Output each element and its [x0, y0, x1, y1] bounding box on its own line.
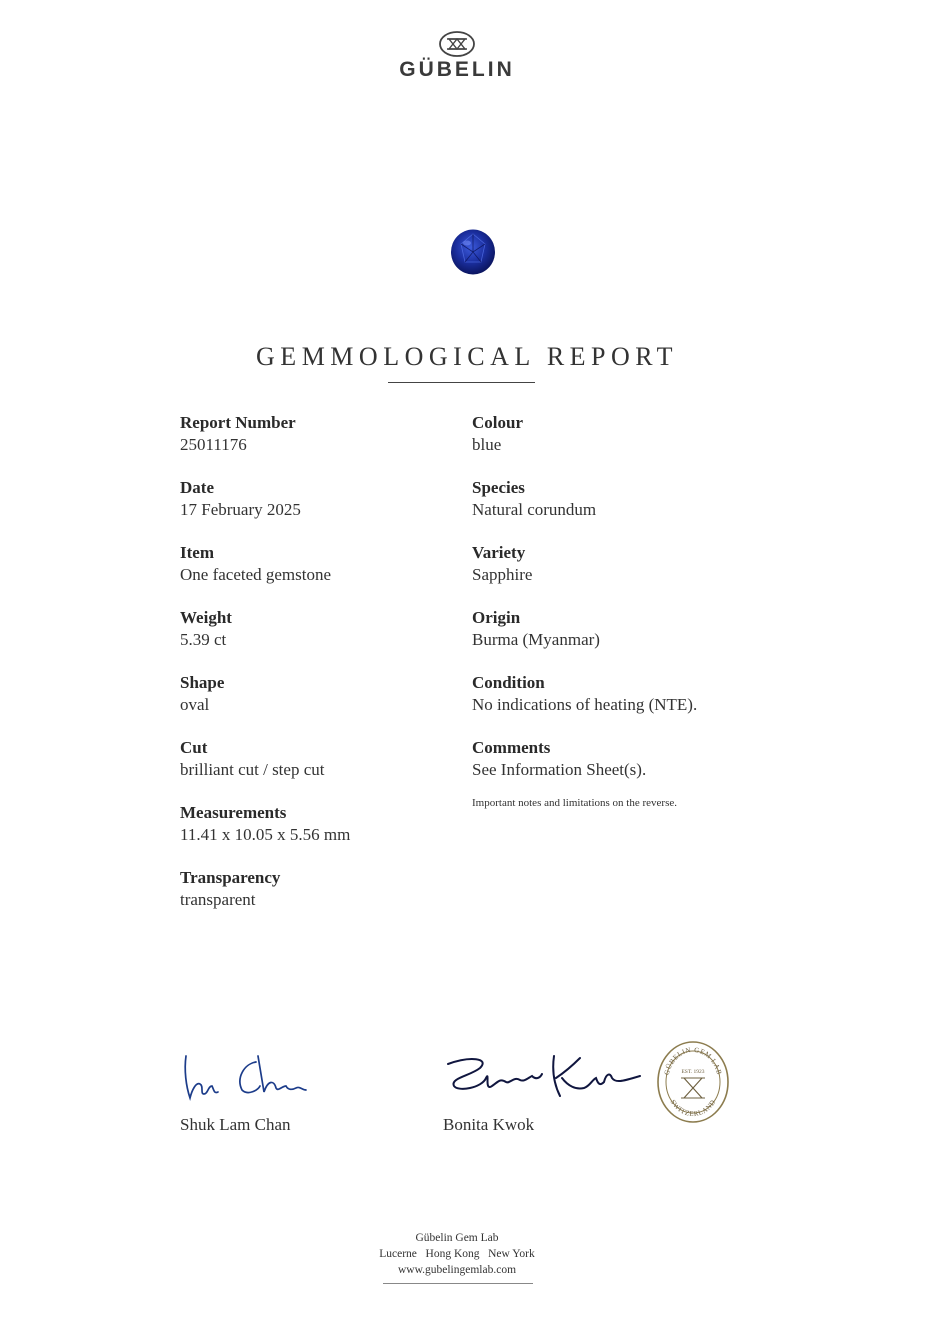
field-measurements [180, 802, 350, 846]
field-value: 11.41 x 10.05 x 5.56 mm [180, 825, 351, 844]
field-value: oval [180, 695, 210, 714]
field-value: One faceted gemstone [180, 565, 332, 584]
field-value: blue [472, 435, 502, 454]
field-variety [472, 542, 532, 586]
footer-locations: Lucerne Hong Kong New York [379, 1248, 535, 1260]
field-label: Origin [472, 608, 521, 627]
field-label: Report Number [180, 413, 296, 432]
seal-bottom-text: SWITZERLAND [668, 1098, 718, 1119]
field-value: 5.39 ct [180, 630, 227, 649]
gem-lab-seal-icon [656, 1040, 730, 1124]
field-label: Cut [180, 738, 208, 757]
field-species [472, 477, 596, 521]
field-label: Date [180, 478, 214, 497]
field-shape [180, 672, 224, 716]
field-label: Condition [472, 673, 545, 692]
field-value: Natural corundum [472, 500, 597, 519]
reverse-notes-text: Important notes and limitations on the reverse. [472, 797, 677, 809]
signatory-name: Shuk Lam Chan [180, 1115, 291, 1134]
field-date [180, 477, 301, 521]
brand-logo-text: GÜBELIN [399, 58, 515, 81]
field-label: Comments [472, 738, 551, 757]
signature-kwok-image [440, 1048, 650, 1104]
field-value: 25011176 [180, 435, 247, 454]
field-colour [472, 412, 523, 456]
field-item [180, 542, 331, 586]
field-label: Measurements [180, 803, 287, 822]
field-value: brilliant cut / step cut [180, 760, 325, 779]
signatory-name: Bonita Kwok [443, 1115, 535, 1134]
report-title: GEMMOLOGICAL REPORT [256, 342, 678, 371]
field-label: Weight [180, 608, 232, 627]
signature-chan-image [178, 1050, 313, 1105]
field-label: Shape [180, 673, 225, 692]
title-divider [388, 382, 535, 383]
seal-est-text: EST. 1923 [681, 1069, 705, 1075]
seal-top-text: GÜBELIN GEM LAB [662, 1045, 724, 1076]
field-origin [472, 607, 600, 651]
field-value: transparent [180, 890, 256, 909]
field-comments [472, 737, 646, 781]
field-label: Item [180, 543, 214, 562]
field-value: Sapphire [472, 565, 533, 584]
field-weight [180, 607, 232, 651]
field-label: Colour [472, 413, 523, 432]
field-value: No indications of heating (NTE). [472, 695, 698, 714]
footer-divider [383, 1283, 533, 1284]
field-transparency [180, 867, 280, 911]
field-cut [180, 737, 324, 781]
field-value: See Information Sheet(s). [472, 760, 647, 779]
field-report-number [180, 412, 296, 456]
field-condition [472, 672, 697, 716]
field-label: Species [472, 478, 525, 497]
field-value: Burma (Myanmar) [472, 630, 600, 649]
field-label: Transparency [180, 868, 281, 887]
svg-text:SWITZERLAND [669, 1098, 718, 1118]
footer-company: Gübelin Gem Lab [415, 1232, 499, 1244]
field-value: 17 February 2025 [180, 500, 301, 519]
footer-website: www.gubelingemlab.com [397, 1264, 517, 1276]
field-label: Variety [472, 543, 526, 562]
sapphire-gem-icon [449, 228, 497, 276]
gubelin-emblem-icon [438, 30, 476, 58]
